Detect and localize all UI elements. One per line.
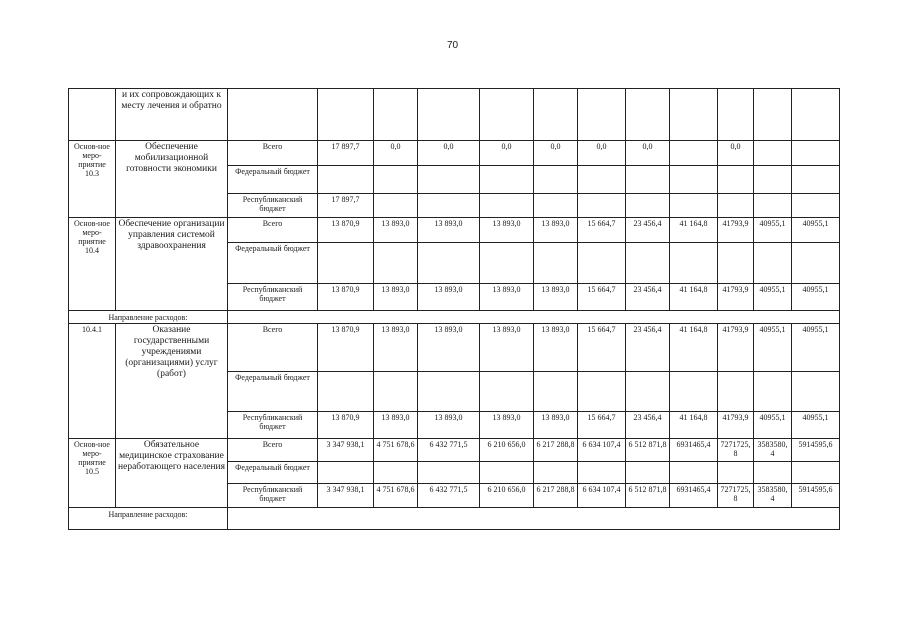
- value-cell: 13 893,0: [534, 218, 578, 243]
- value-cell: [318, 89, 374, 141]
- value-cell: [626, 372, 670, 412]
- measure-name: и их сопровождающих к месту лечения и обратно: [116, 89, 228, 141]
- value-cell: 0,0: [578, 141, 626, 166]
- value-cell: [754, 194, 792, 218]
- value-cell: [718, 372, 754, 412]
- value-cell: 40955,1: [792, 284, 840, 311]
- source-label: Всего: [228, 439, 318, 462]
- value-cell: [480, 462, 534, 484]
- measure-code: Основ-ное меро-приятие 10.3: [69, 141, 116, 218]
- value-cell: 13 893,0: [374, 284, 418, 311]
- source-label: Республиканский бюджет: [228, 412, 318, 439]
- value-cell: 40955,1: [754, 412, 792, 439]
- value-cell: [374, 89, 418, 141]
- value-cell: [578, 462, 626, 484]
- value-cell: 13 893,0: [480, 412, 534, 439]
- value-cell: [534, 194, 578, 218]
- value-cell: 40955,1: [792, 324, 840, 372]
- value-cell: 6 512 871,8: [626, 439, 670, 462]
- value-cell: 40955,1: [792, 412, 840, 439]
- value-cell: [480, 372, 534, 412]
- value-cell: 13 893,0: [480, 284, 534, 311]
- value-cell: 6931465,4: [670, 484, 718, 508]
- value-cell: [578, 194, 626, 218]
- direction-empty-cell: [228, 311, 840, 324]
- value-cell: 3583580,4: [754, 439, 792, 462]
- value-cell: [626, 462, 670, 484]
- value-cell: [418, 89, 480, 141]
- value-cell: 40955,1: [754, 324, 792, 372]
- value-cell: 13 893,0: [418, 284, 480, 311]
- value-cell: 6 432 771,5: [418, 439, 480, 462]
- value-cell: 40955,1: [754, 218, 792, 243]
- value-cell: 23 456,4: [626, 218, 670, 243]
- value-cell: 13 893,0: [418, 218, 480, 243]
- value-cell: 0,0: [718, 141, 754, 166]
- source-label: Республиканский бюджет: [228, 284, 318, 311]
- direction-label: Направление расходов:: [69, 508, 228, 530]
- value-cell: 13 893,0: [374, 218, 418, 243]
- value-cell: 13 893,0: [534, 284, 578, 311]
- value-cell: [578, 89, 626, 141]
- value-cell: 4 751 678,6: [374, 484, 418, 508]
- value-cell: 15 664,7: [578, 218, 626, 243]
- value-cell: 15 664,7: [578, 412, 626, 439]
- value-cell: [480, 243, 534, 284]
- value-cell: [534, 243, 578, 284]
- value-cell: 15 664,7: [578, 284, 626, 311]
- value-cell: [754, 462, 792, 484]
- measure-code: Основ-ное меро-приятие 10.5: [69, 439, 116, 508]
- value-cell: [534, 166, 578, 194]
- value-cell: 4 751 678,6: [374, 439, 418, 462]
- value-cell: 0,0: [534, 141, 578, 166]
- value-cell: 13 870,9: [318, 218, 374, 243]
- value-cell: [374, 166, 418, 194]
- value-cell: [534, 372, 578, 412]
- value-cell: [480, 89, 534, 141]
- value-cell: [670, 194, 718, 218]
- value-cell: [318, 243, 374, 284]
- value-cell: [670, 462, 718, 484]
- value-cell: 6 432 771,5: [418, 484, 480, 508]
- value-cell: 6 634 107,4: [578, 439, 626, 462]
- value-cell: 13 870,9: [318, 412, 374, 439]
- continuation-row: [69, 89, 840, 141]
- value-cell: [480, 166, 534, 194]
- value-cell: 17 897,7: [318, 194, 374, 218]
- value-cell: 0,0: [626, 141, 670, 166]
- value-cell: 7271725,8: [718, 439, 754, 462]
- value-cell: 40955,1: [792, 218, 840, 243]
- table-row: [69, 141, 840, 166]
- value-cell: 6 512 871,8: [626, 484, 670, 508]
- value-cell: 41793,9: [718, 412, 754, 439]
- value-cell: [626, 194, 670, 218]
- value-cell: [670, 141, 718, 166]
- value-cell: 41793,9: [718, 284, 754, 311]
- source-label: Федеральный бюджет: [228, 372, 318, 412]
- source-label: Федеральный бюджет: [228, 166, 318, 194]
- value-cell: [792, 194, 840, 218]
- value-cell: 6 217 288,8: [534, 484, 578, 508]
- value-cell: 41 164,8: [670, 412, 718, 439]
- value-cell: 41 164,8: [670, 284, 718, 311]
- measure-name: Обеспечение организации управления системой здравоохранения: [116, 218, 228, 311]
- value-cell: [318, 166, 374, 194]
- value-cell: [792, 372, 840, 412]
- value-cell: 6 210 656,0: [480, 439, 534, 462]
- value-cell: [418, 243, 480, 284]
- value-cell: [626, 243, 670, 284]
- value-cell: 6931465,4: [670, 439, 718, 462]
- value-cell: [754, 89, 792, 141]
- measure-code: Основ-ное меро-приятие 10.4: [69, 218, 116, 311]
- value-cell: [318, 372, 374, 412]
- value-cell: [374, 372, 418, 412]
- value-cell: [418, 194, 480, 218]
- value-cell: [718, 89, 754, 141]
- measure-name: Оказание государственными учреждениями (организациями) услуг (работ): [116, 324, 228, 439]
- value-cell: 6 217 288,8: [534, 439, 578, 462]
- value-cell: 15 664,7: [578, 324, 626, 372]
- value-cell: [754, 166, 792, 194]
- value-cell: [670, 243, 718, 284]
- table-body: [69, 89, 840, 530]
- value-cell: 13 893,0: [418, 412, 480, 439]
- value-cell: [792, 89, 840, 141]
- value-cell: 13 893,0: [374, 324, 418, 372]
- value-cell: 41793,9: [718, 324, 754, 372]
- table-row: [69, 439, 840, 462]
- source-label: Федеральный бюджет: [228, 462, 318, 484]
- value-cell: 5914595,6: [792, 439, 840, 462]
- value-cell: 13 893,0: [374, 412, 418, 439]
- value-cell: 3 347 938,1: [318, 439, 374, 462]
- value-cell: 0,0: [418, 141, 480, 166]
- value-cell: 23 456,4: [626, 412, 670, 439]
- value-cell: [374, 194, 418, 218]
- measure-name: Обеспечение мобилизационной готовности экономики: [116, 141, 228, 218]
- value-cell: 13 893,0: [480, 324, 534, 372]
- value-cell: 13 893,0: [418, 324, 480, 372]
- source-label: Всего: [228, 324, 318, 372]
- value-cell: [626, 89, 670, 141]
- direction-row: [69, 508, 840, 530]
- code-cell: [69, 89, 116, 141]
- value-cell: 13 893,0: [480, 218, 534, 243]
- value-cell: [480, 194, 534, 218]
- value-cell: 17 897,7: [318, 141, 374, 166]
- value-cell: [718, 194, 754, 218]
- measure-code: 10.4.1: [69, 324, 116, 439]
- value-cell: [374, 462, 418, 484]
- value-cell: 3583580,4: [754, 484, 792, 508]
- direction-empty-cell: [228, 508, 840, 530]
- value-cell: [718, 243, 754, 284]
- value-cell: [534, 462, 578, 484]
- value-cell: [418, 166, 480, 194]
- table-row: [69, 218, 840, 243]
- value-cell: [578, 243, 626, 284]
- value-cell: [418, 372, 480, 412]
- value-cell: [374, 243, 418, 284]
- value-cell: [792, 243, 840, 284]
- direction-label: Направление расходов:: [69, 311, 228, 324]
- value-cell: 23 456,4: [626, 324, 670, 372]
- value-cell: 7271725,8: [718, 484, 754, 508]
- value-cell: [534, 89, 578, 141]
- value-cell: [754, 243, 792, 284]
- value-cell: 13 870,9: [318, 324, 374, 372]
- value-cell: 0,0: [374, 141, 418, 166]
- value-cell: [418, 462, 480, 484]
- value-cell: [718, 166, 754, 194]
- value-cell: [670, 89, 718, 141]
- source-label: Республиканский бюджет: [228, 194, 318, 218]
- value-cell: [670, 372, 718, 412]
- value-cell: 13 893,0: [534, 412, 578, 439]
- value-cell: 40955,1: [754, 284, 792, 311]
- value-cell: [754, 372, 792, 412]
- value-cell: [670, 166, 718, 194]
- value-cell: 41 164,8: [670, 218, 718, 243]
- budget-table: [68, 88, 840, 530]
- value-cell: [792, 141, 840, 166]
- value-cell: 3 347 938,1: [318, 484, 374, 508]
- value-cell: [578, 372, 626, 412]
- value-cell: 13 870,9: [318, 284, 374, 311]
- value-cell: [718, 462, 754, 484]
- value-cell: 5914595,6: [792, 484, 840, 508]
- value-cell: [792, 166, 840, 194]
- value-cell: 23 456,4: [626, 284, 670, 311]
- value-cell: 6 210 656,0: [480, 484, 534, 508]
- value-cell: 0,0: [480, 141, 534, 166]
- direction-row: [69, 311, 840, 324]
- measure-name: Обязательное медицинское страхование неработающего населения: [116, 439, 228, 508]
- value-cell: 6 634 107,4: [578, 484, 626, 508]
- page-number: 70: [446, 40, 459, 51]
- value-cell: 41793,9: [718, 218, 754, 243]
- table-row: [69, 324, 840, 372]
- value-cell: [318, 462, 374, 484]
- source-label: Всего: [228, 141, 318, 166]
- source-label: Всего: [228, 218, 318, 243]
- value-cell: [626, 166, 670, 194]
- value-cell: [754, 141, 792, 166]
- value-cell: 41 164,8: [670, 324, 718, 372]
- source-label: [228, 89, 318, 141]
- source-label: Федеральный бюджет: [228, 243, 318, 284]
- value-cell: 13 893,0: [534, 324, 578, 372]
- value-cell: [578, 166, 626, 194]
- value-cell: [792, 462, 840, 484]
- source-label: Республиканский бюджет: [228, 484, 318, 508]
